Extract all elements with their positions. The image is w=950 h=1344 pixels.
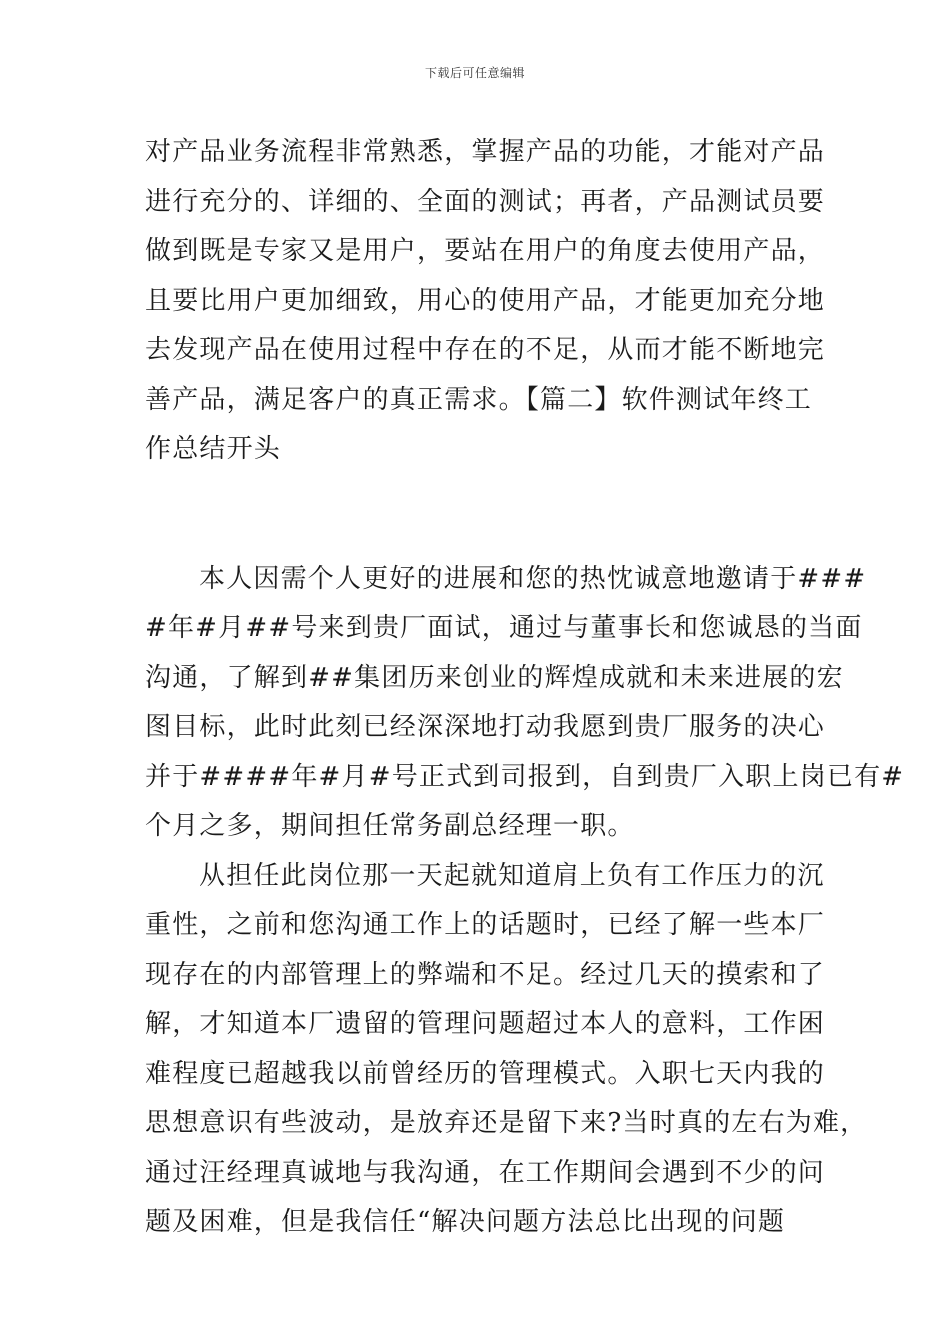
paragraph-joining-company xyxy=(145,555,905,852)
download-editable-note: 下载后可任意编辑 xyxy=(424,66,525,80)
text-line: 去发现产品在使用过程中存在的不足，从而才能不断地完 xyxy=(145,335,826,365)
text-line: 做到既是专家又是用户，要站在用户的角度去使用产品， xyxy=(145,236,826,266)
text-line: #年#月##号来到贵厂面试，通过与董事长和您诚恳的当面 xyxy=(145,613,863,643)
text-line: 个月之多，期间担任常务副总经理一职。 xyxy=(145,811,635,841)
text-line: 进行充分的、详细的、全面的测试；再者，产品测试员要 xyxy=(145,186,826,217)
text-line: 思想意识有些波动，是放弃还是留下来?当时真的左右为难， xyxy=(145,1108,868,1138)
text-line: 对产品业务流程非常熟悉，掌握产品的功能，才能对产品 xyxy=(145,137,826,167)
text-line: 并于####年#月#号正式到司报到，自到贵厂入职上岗已有# xyxy=(145,761,905,792)
text-line: 沟通，了解到##集团历来创业的辉煌成就和未来进展的宏 xyxy=(145,662,844,693)
paragraph-work-pressure xyxy=(145,852,868,1248)
document-body xyxy=(145,128,905,1248)
text-line: 图目标，此时此刻已经深深地打动我愿到贵厂服务的决心 xyxy=(145,712,826,742)
text-line: 作总结开头 xyxy=(145,434,282,464)
text-line: 且要比用户更加细致，用心的使用产品，才能更加充分地 xyxy=(145,285,826,316)
paragraph-product-testing xyxy=(145,128,826,475)
text-line: 重性，之前和您沟通工作上的话题时，已经了解一些本厂 xyxy=(145,910,826,940)
text-line: 解，才知道本厂遗留的管理问题超过本人的意料，工作困 xyxy=(145,1009,826,1039)
text-line: 通过汪经理真诚地与我沟通，在工作期间会遇到不少的问 xyxy=(145,1157,826,1188)
text-line: 本人因需个人更好的进展和您的热忱诚意地邀请于### xyxy=(199,563,867,594)
text-line: 题及困难，但是我信任“解决问题方法总比出现的问题 xyxy=(145,1207,786,1237)
text-line: 从担任此岗位那一天起就知道肩上负有工作压力的沉 xyxy=(199,860,825,891)
text-line: 难程度已超越我以前曾经历的管理模式。入职七天内我的 xyxy=(145,1058,826,1089)
text-line: 善产品，满足客户的真正需求。【篇二】软件测试年终工 xyxy=(145,384,813,415)
text-line: 现存在的内部管理上的弊端和不足。经过几天的摸索和了 xyxy=(145,959,826,990)
paragraph-gap xyxy=(145,475,810,555)
